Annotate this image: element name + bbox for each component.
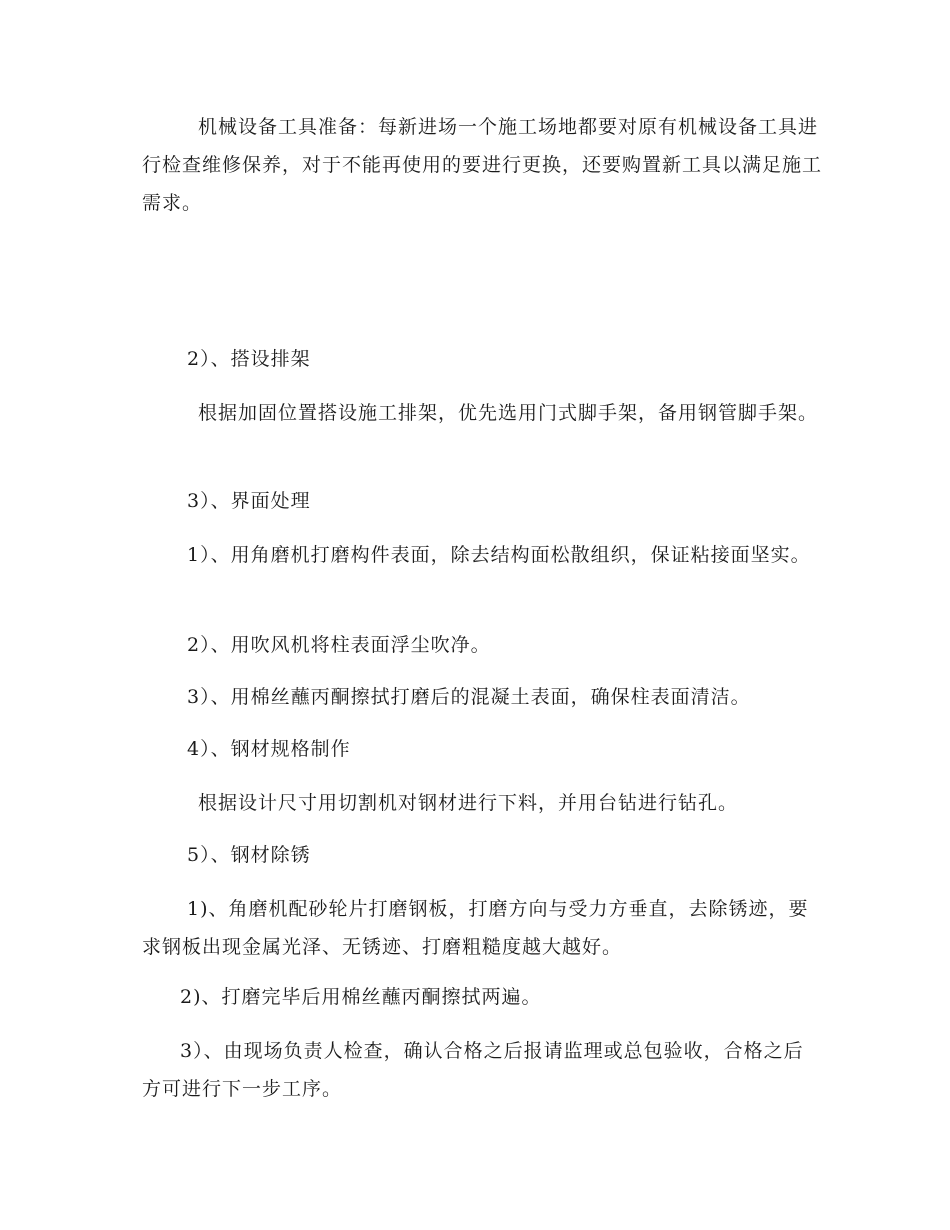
paragraph-steel-cutting: 根据设计尺寸用切割机对钢材进行下料，并用台钻进行钻孔。 bbox=[198, 792, 739, 814]
paragraph-rust-grinding: 1)、角磨机配砂轮片打磨钢板，打磨方向与受力方垂直，去除锈迹，要求钢板出现金属光泽、无锈迹、打磨粗糙度越大越好。 bbox=[142, 898, 809, 958]
heading-scaffolding: 2）、搭设排架 bbox=[187, 348, 311, 370]
paragraph-blowing: 2）、用吹风机将柱表面浮尘吹净。 bbox=[187, 634, 491, 656]
paragraph-scaffolding: 根据加固位置搭设施工排架，优先选用门式脚手架，备用钢管脚手架。 bbox=[198, 402, 819, 424]
paragraph-equipment-preparation: 机械设备工具准备：每新进场一个施工场地都要对原有机械设备工具进行检查维修保养，对于不能再使用的要进行更换，还要购置新工具以满足施工需求。 bbox=[142, 116, 823, 214]
paragraph-acetone-wipe: 2)、打磨完毕后用棉丝蘸丙酮擦拭两遍。 bbox=[180, 986, 542, 1008]
paragraph-acetone-cleaning: 3）、用棉丝蘸丙酮擦拭打磨后的混凝土表面，确保柱表面清洁。 bbox=[187, 686, 751, 708]
heading-interface-treatment: 3）、界面处理 bbox=[187, 490, 311, 512]
paragraph-inspection: 3）、由现场负责人检查，确认合格之后报请监理或总包验收，合格之后方可进行下一步工序。 bbox=[142, 1040, 804, 1100]
paragraph-grinding: 1）、用角磨机打磨构件表面，除去结构面松散组织，保证粘接面坚实。 bbox=[187, 544, 811, 566]
heading-steel-fabrication: 4）、钢材规格制作 bbox=[187, 738, 351, 760]
heading-rust-removal: 5）、钢材除锈 bbox=[187, 844, 311, 866]
